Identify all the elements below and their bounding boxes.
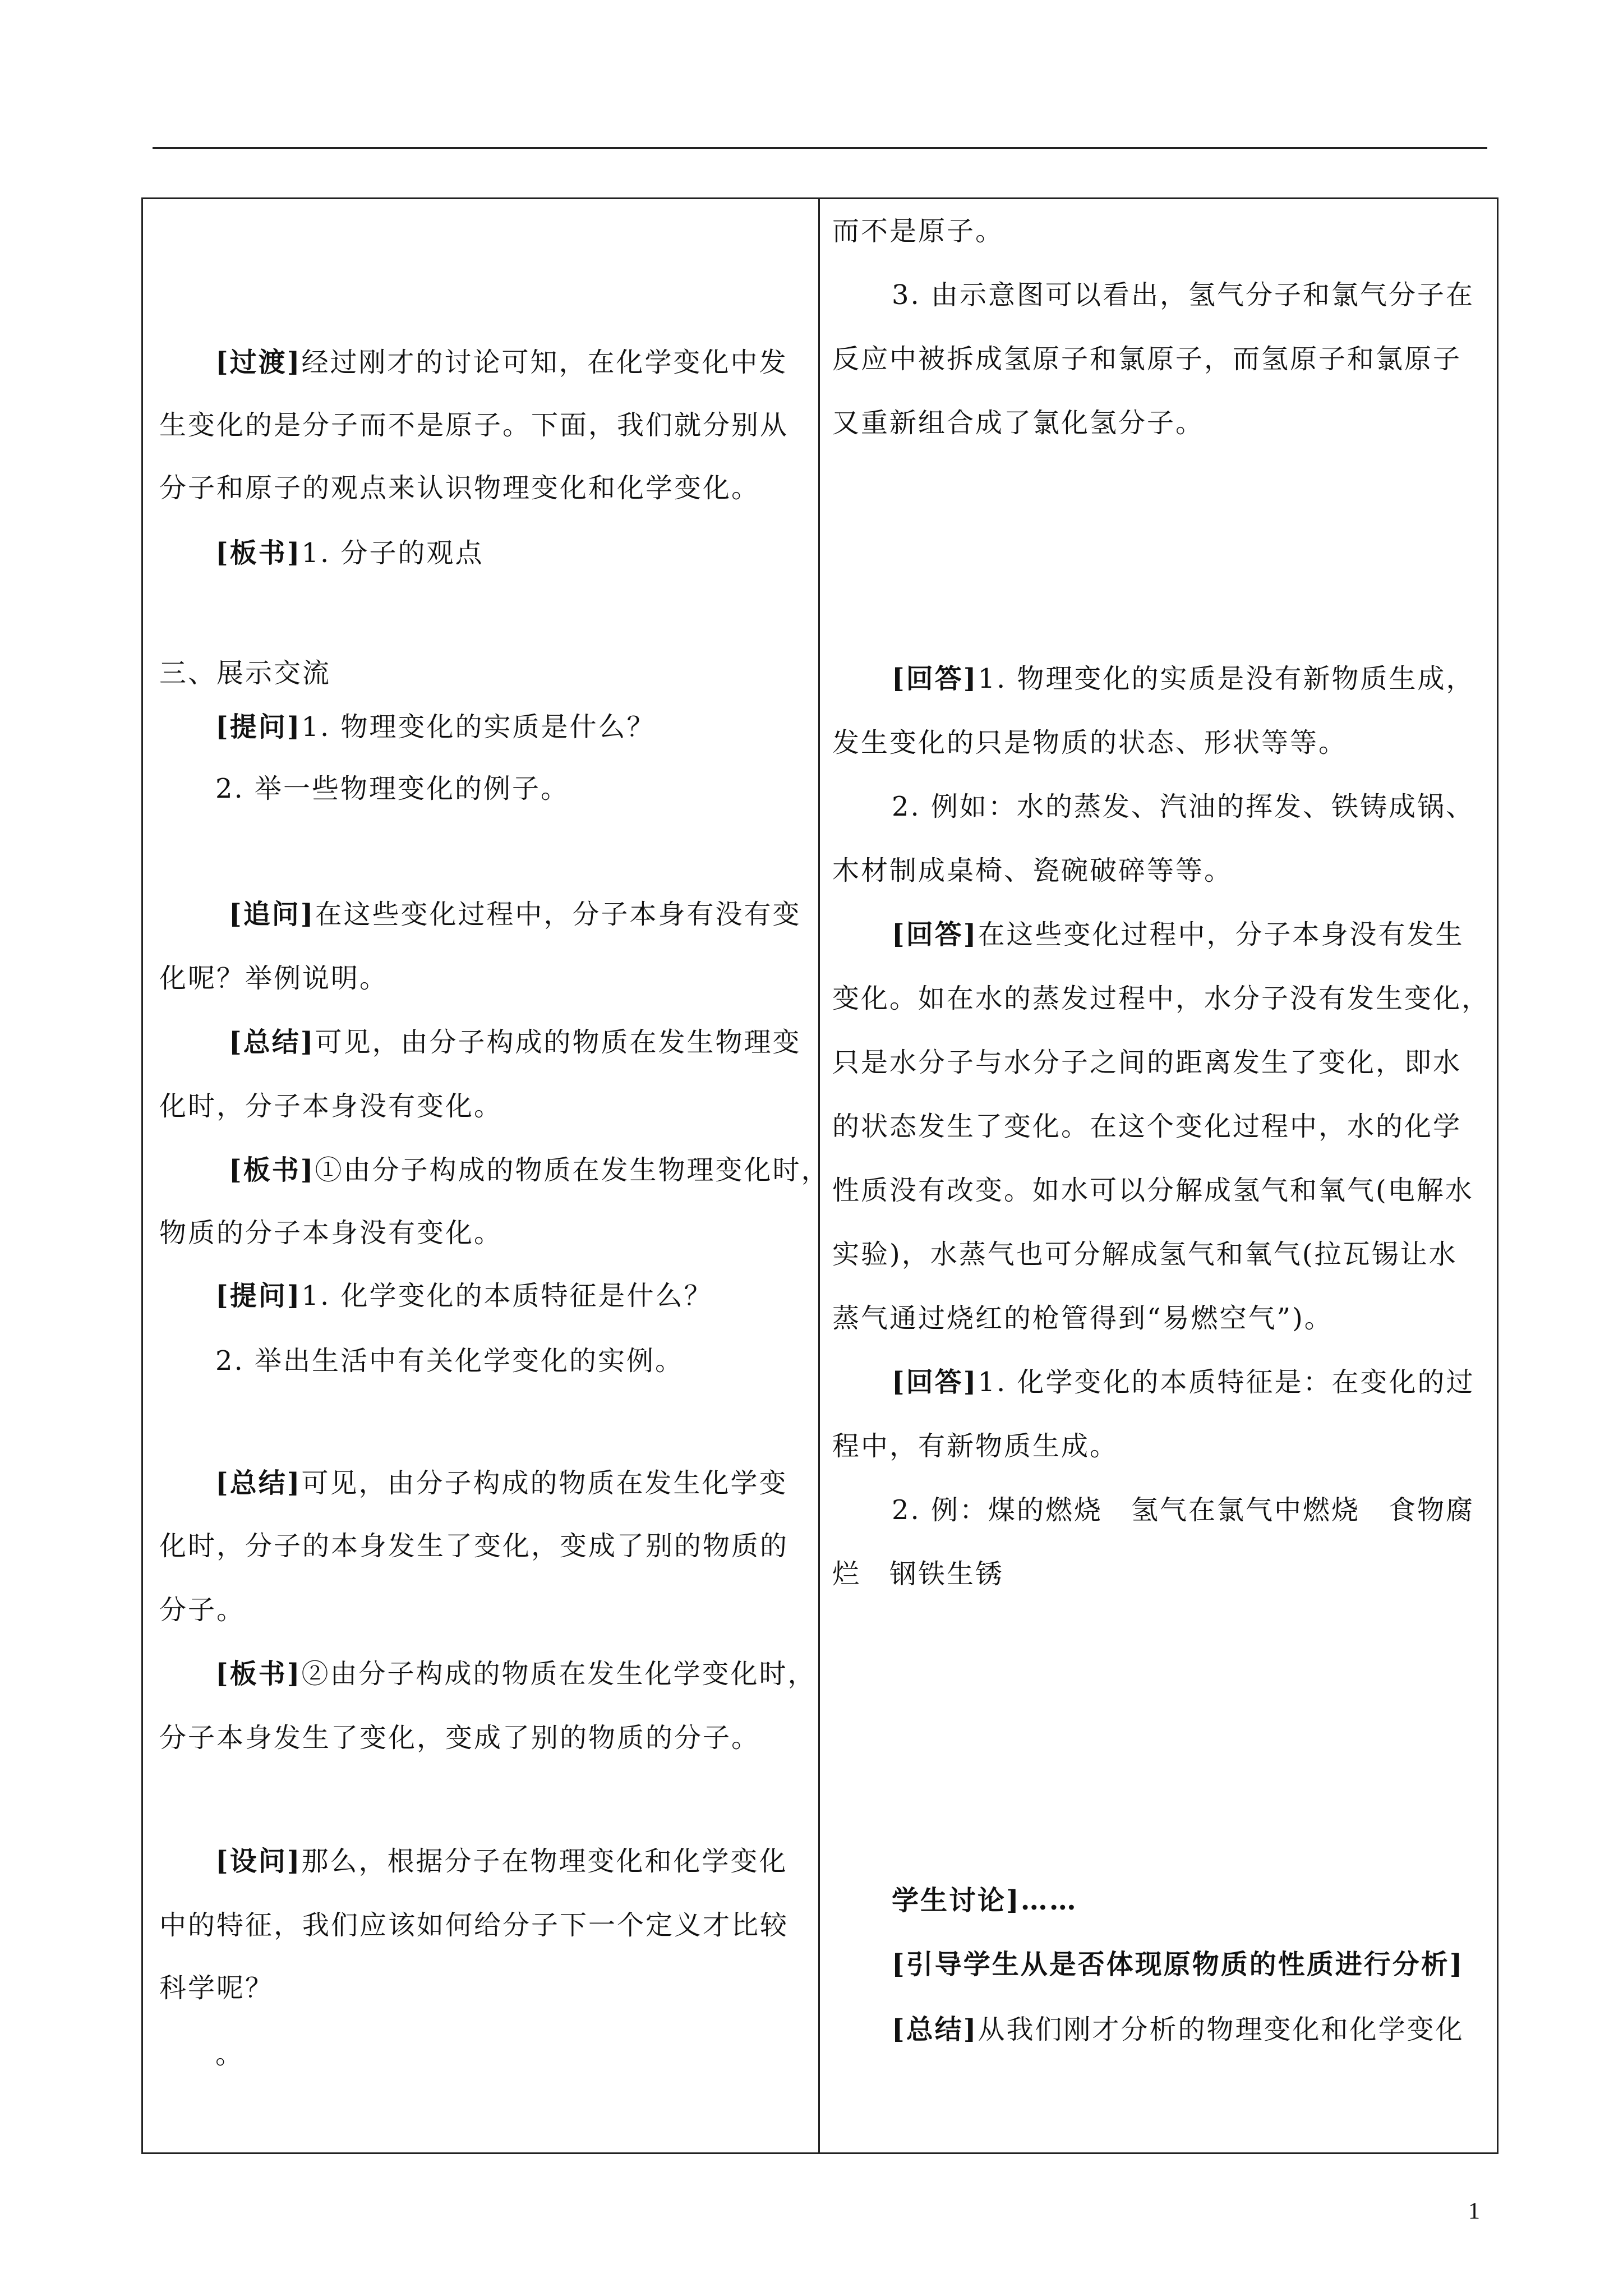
left-line: [总结]可见，由分子构成的物质在发生化学变 xyxy=(215,1467,788,1499)
right-line: 学生讨论]…… xyxy=(892,1885,1078,1916)
left-line: 化呢？举例说明。 xyxy=(159,963,389,994)
right-line: [回答]在这些变化过程中，分子本身没有发生 xyxy=(892,919,1464,950)
left-line: [设问]那么，根据分子在物理变化和化学变化 xyxy=(215,1846,788,1877)
left-line: [板书]①由分子构成的物质在发生物理变化时， xyxy=(229,1154,830,1186)
left-line: 生变化的是分子而不是原子。下面，我们就分别从 xyxy=(159,409,789,441)
left-line: [追问]在这些变化过程中，分子本身有没有变 xyxy=(229,899,801,930)
right-line: 的状态发生了变化。在这个变化过程中，水的化学 xyxy=(832,1111,1462,1142)
right-line: 又重新组合成了氯化氢分子。 xyxy=(832,407,1205,439)
left-line: [过渡]经过刚才的讨论可知，在化学变化中发 xyxy=(215,347,788,378)
right-line: 发生变化的只是物质的状态、形状等等。 xyxy=(832,727,1348,758)
right-line: 性质没有改变。如水可以分解成氢气和氧气(电解水 xyxy=(832,1175,1474,1206)
header-rule xyxy=(153,147,1487,149)
left-line: 中的特征，我们应该如何给分子下一个定义才比较 xyxy=(159,1910,789,1941)
right-line: [回答]1. 物理变化的实质是没有新物质生成， xyxy=(892,663,1475,694)
right-line: 2. 例如：水的蒸发、汽油的挥发、铁铸成锅、 xyxy=(892,791,1475,822)
right-line: [回答]1. 化学变化的本质特征是：在变化的过 xyxy=(892,1366,1475,1398)
section-heading: 三、展示交流 xyxy=(159,657,331,689)
left-line: 科学呢？ xyxy=(159,1972,274,2004)
right-line: [总结]从我们刚才分析的物理变化和化学变化 xyxy=(892,2014,1464,2045)
left-line: 分子本身发生了变化，变成了别的物质的分子。 xyxy=(159,1722,760,1754)
left-line: [提问]1. 化学变化的本质特征是什么？ xyxy=(215,1280,713,1312)
right-line: 实验)，水蒸气也可分解成氢气和氧气(拉瓦锡让水 xyxy=(832,1239,1458,1270)
left-line: 2. 举一些物理变化的例子。 xyxy=(215,773,570,804)
right-line: 3. 由示意图可以看出，氢气分子和氯气分子在 xyxy=(892,279,1475,311)
left-line: 2. 举出生活中有关化学变化的实例。 xyxy=(215,1345,684,1377)
right-line: 烂 钢铁生锈 xyxy=(832,1558,1004,1590)
left-line: [提问]1. 物理变化的实质是什么？ xyxy=(215,711,656,743)
left-line: 分子。 xyxy=(159,1594,246,1626)
right-line: 只是水分子与水分子之间的距离发生了变化，即水 xyxy=(832,1047,1462,1078)
left-line: 物质的分子本身没有变化。 xyxy=(159,1217,503,1249)
left-line: [板书]1. 分子的观点 xyxy=(215,537,484,569)
left-line: [总结]可见，由分子构成的物质在发生物理变 xyxy=(229,1027,801,1058)
right-line: 程中，有新物质生成。 xyxy=(832,1430,1119,1462)
left-line: [板书]②由分子构成的物质在发生化学变化时， xyxy=(215,1658,817,1690)
right-line: 而不是原子。 xyxy=(832,215,1004,247)
left-line: 分子和原子的观点来认识物理变化和化学变化。 xyxy=(159,472,760,504)
left-line: 。 xyxy=(215,2039,245,2070)
left-line: 化时，分子的本身发生了变化，变成了别的物质的 xyxy=(159,1530,789,1562)
right-line: 蒸气通过烧红的枪管得到“易燃空气”)。 xyxy=(832,1303,1333,1334)
page-number: 1 xyxy=(1468,2198,1480,2224)
right-line: 木材制成桌椅、瓷碗破碎等等。 xyxy=(832,855,1233,886)
right-line: 反应中被拆成氢原子和氯原子，而氢原子和氯原子 xyxy=(832,343,1462,375)
left-line: 化时，分子本身没有变化。 xyxy=(159,1091,503,1122)
right-line: 变化。如在水的蒸发过程中，水分子没有发生变化， xyxy=(832,983,1491,1014)
right-line: [引导学生从是否体现原物质的性质进行分析] xyxy=(892,1949,1464,1980)
right-line: 2. 例：煤的燃烧 氢气在氯气中燃烧 食物腐 xyxy=(892,1494,1475,1526)
